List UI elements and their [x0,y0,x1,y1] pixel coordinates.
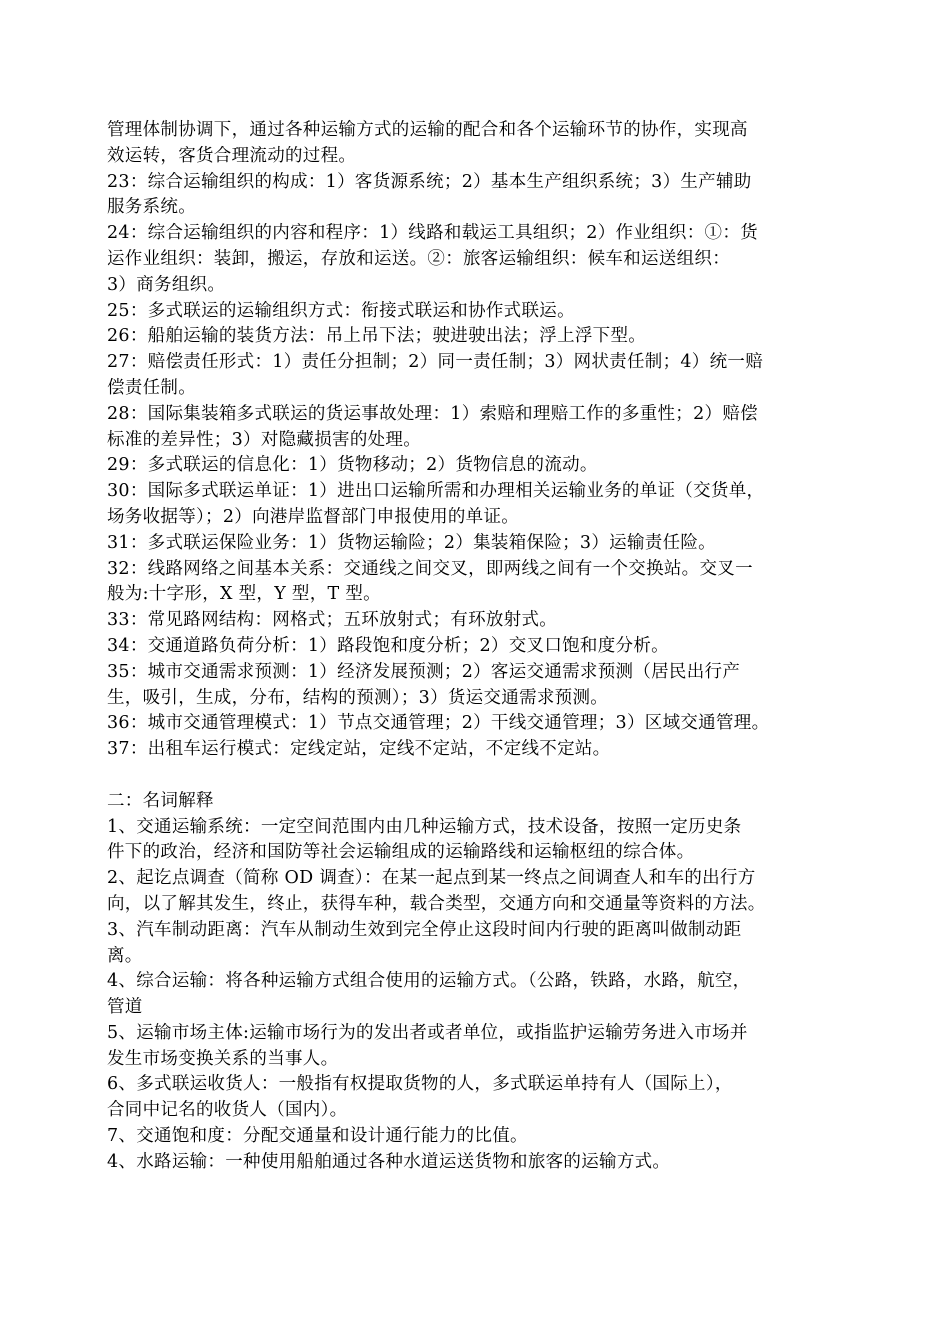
text-line: 4、水路运输：一种使用船舶通过各种水道运送货物和旅客的运输方式。 [107,1151,671,1172]
text-line: 37：出租车运行模式：定线定站，定线不定站，不定线不定站。 [107,739,611,760]
text-line: 4、综合运输：将各种运输方式组合使用的运输方式。（公路，铁路，水路，航空， [107,971,751,992]
text-line: 25：多式联运的运输组织方式：衔接式联运和协作式联运。 [107,300,575,321]
text-line: 30：国际多式联运单证：1）进出口运输所需和办理相关运输业务的单证（交货单， [107,481,765,502]
text-line: 标准的差异性；3）对隐藏损害的处理。 [107,429,422,450]
text-line: 管理体制协调下，通过各种运输方式的运输的配合和各个运输环节的协作，实现高 [107,120,748,140]
text-line: 管道 [107,997,143,1018]
text-line: 26：船舶运输的装货方法：吊上吊下法；驶进驶出法；浮上浮下型。 [107,326,647,347]
text-line: 向，以了解其发生，终止，获得车种，载合类型，交通方向和交通量等资料的方法。 [107,893,766,914]
blank-line [107,763,847,789]
text-line: 发生市场变换关系的当事人。 [107,1048,339,1069]
text-line: 24：综合运输组织的内容和程序：1）线路和载运工具组织；2）作业组织：①：货 [107,223,758,244]
document-page [107,118,847,1176]
text-line: 32：线路网络之间基本关系：交通线之间交叉，即两线之间有一个交换站。交叉一 [107,558,753,579]
text-line: 28：国际集装箱多式联运的货运事故处理：1）索赔和理赔工作的多重性；2）赔偿 [107,403,758,424]
text-line: 运作业组织：装卸，搬运，存放和运送。②：旅客运输组织：候车和运送组织： [107,248,730,269]
text-line: 36：城市交通管理模式：1）节点交通管理；2）干线交通管理；3）区域交通管理。 [107,713,770,734]
text-line: 35：城市交通需求预测：1）经济发展预测；2）客运交通需求预测（居民出行产 [107,661,741,682]
section-heading: 二：名词解释 [107,790,214,811]
text-line: 件下的政治，经济和国防等社会运输组成的运输路线和运输枢纽的综合体。 [107,842,695,863]
text-line: 生，吸引，生成，分布，结构的预测）；3）货运交通需求预测。 [107,687,609,708]
text-line: 27：赔偿责任形式：1）责任分担制；2）同一责任制；3）网状责任制；4）统一赔 [107,352,764,373]
text-line: 3、汽车制动距离：汽车从制动生效到完全停止这段时间内行驶的距离叫做制动距 [107,919,742,940]
text-line: 离。 [107,945,143,966]
text-line: 合同中记名的收货人（国内）。 [107,1100,348,1121]
text-line: 3）商务组织。 [107,274,226,295]
text-line: 31：多式联运保险业务：1）货物运输险；2）集装箱保险；3）运输责任险。 [107,532,716,553]
text-line: 6、多式联运收货人：一般指有权提取货物的人，多式联运单持有人（国际上）， [107,1074,733,1095]
text-line: 1、交通运输系统：一定空间范围内由几种运输方式，技术设备，按照一定历史条 [107,816,742,837]
text-line: 2、起讫点调查（简称 OD 调查）：在某一起点到某一终点之间调查人和车的出行方 [107,868,756,889]
text-line: 33：常见路网结构：网格式；五环放射式；有环放射式。 [107,610,558,631]
text-line: 服务系统。 [107,197,196,218]
text-line: 23：综合运输组织的构成：1）客货源系统；2）基本生产组织系统；3）生产辅助 [107,171,752,192]
text-line: 场务收据等）；2）向港岸监督部门申报使用的单证。 [107,506,520,527]
text-line: 般为:十字形，X 型，Y 型，T 型。 [107,584,381,605]
text-line: 7、交通饱和度：分配交通量和设计通行能力的比值。 [107,1126,528,1147]
text-line: 效运转，客货合理流动的过程。 [107,145,357,166]
text-line: 5、运输市场主体:运输市场行为的发出者或者单位，或指监护运输劳务进入市场并 [107,1022,748,1043]
text-line: 34：交通道路负荷分析：1）路段饱和度分析；2）交叉口饱和度分析。 [107,635,669,656]
text-line: 偿责任制。 [107,377,196,398]
text-line: 29：多式联运的信息化：1）货物移动；2）货物信息的流动。 [107,455,598,476]
